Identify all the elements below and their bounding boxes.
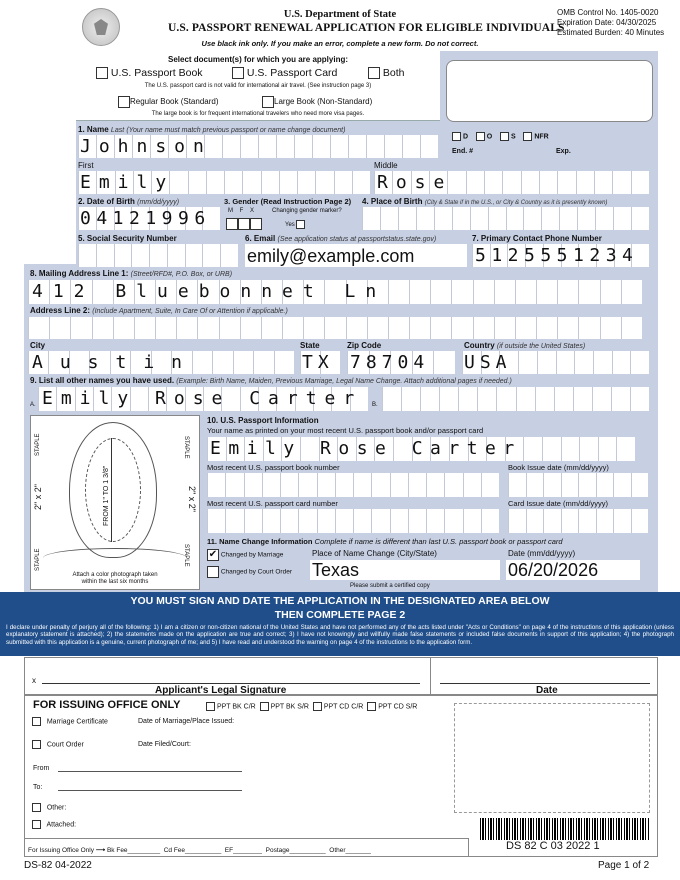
phone-label: 7. Primary Contact Phone Number <box>472 234 602 243</box>
ppt-cd-sr-checkbox[interactable] <box>367 702 376 711</box>
signature-divider <box>430 657 431 695</box>
dob-label: 2. Date of Birth (mm/dd/yyyy) <box>78 197 180 206</box>
last-name-value: Johnson <box>80 136 212 157</box>
omb-info <box>557 8 664 38</box>
attached-row[interactable]: Attached: <box>32 820 76 829</box>
changed-by-marriage[interactable]: ✔ Changed by Marriage <box>208 549 284 560</box>
gender-options: M F X <box>228 208 255 214</box>
regular-checkbox[interactable] <box>118 96 130 108</box>
mailing-label: 8. Mailing Address Line 1: (Street/RFD#, P.O. Box, or URB) <box>30 269 233 278</box>
estimated-burden: Estimated Burden: 40 Minutes <box>557 28 665 37</box>
issuing-office-title: FOR ISSUING OFFICE ONLY <box>33 699 181 711</box>
office-codes <box>452 132 549 141</box>
office-stamp-area <box>454 703 650 813</box>
office-stamp-box <box>446 60 653 122</box>
s-checkbox[interactable] <box>500 132 509 141</box>
dob-value: 04121996 <box>80 208 211 229</box>
place-change-value: Texas <box>312 560 360 580</box>
book-label: U.S. Passport Book <box>110 67 203 79</box>
state-label: State <box>300 341 320 350</box>
other-name-a-marker: A. <box>30 402 36 408</box>
city-label: City <box>30 341 46 350</box>
to-label: To: <box>33 784 43 791</box>
email-label: 6. Email (See application status at passportstatus.state.gov) <box>245 234 437 243</box>
photo-caption-1: Attach a color photograph taken <box>72 572 158 578</box>
staple-bottom-left: STAPLE <box>35 548 41 571</box>
country-label: Country (if outside the United States) <box>464 341 586 350</box>
signature-date-label: Date <box>536 685 558 696</box>
from-label: From <box>33 765 50 772</box>
selection-heading: Select document(s) for which you are applying: <box>167 55 349 64</box>
book-number-field[interactable] <box>207 473 499 497</box>
signature-x: x <box>32 676 36 685</box>
gender-change-label: Changing gender marker? <box>272 208 342 214</box>
card-number-label: Most recent U.S. passport card number <box>207 499 338 508</box>
code-nfr: NFR <box>534 133 549 141</box>
signature-area[interactable] <box>24 657 658 695</box>
gender-label: 3. Gender (Read Instruction Page 2) <box>224 197 352 206</box>
passport-info-label: 10. U.S. Passport Information <box>207 416 319 425</box>
book-checkbox[interactable] <box>96 67 108 79</box>
passport-info-hint: Your name as printed on your most recent U.S. passport book and/or passport card <box>207 426 484 435</box>
department-name: U.S. Department of State <box>283 9 397 20</box>
card-checkbox[interactable] <box>232 67 244 79</box>
declaration-text: I declare under penalty of perjury all of the following: 1) I am a citizen or non-citizen national of the United States and have not performed any of the acts listed under "Acts or Conditions" on page 4 of the instructions of this application (unless explanatory statement is attached); 2) the statements made on the application are true and correct; 3) I have not knowingly and willfully made false statements or included false documents in support of this application; 4) the photograph submitted with this application is a genuine, current photograph of me; and 5) I have read and understood the warning on page 4 of the instructions to the application form. <box>6 624 674 646</box>
passport-name-value: Emily Rose Carter <box>210 438 522 459</box>
option-card[interactable] <box>232 67 337 79</box>
from-line[interactable] <box>58 771 242 772</box>
book-number-label: Most recent U.S. passport book number <box>207 463 340 472</box>
photo-size-right: 2" x 2" <box>187 486 197 512</box>
code-d: D <box>462 133 469 141</box>
other-name-b-marker: B. <box>372 402 378 408</box>
both-label: Both <box>382 67 405 79</box>
ppt-bk-sr-checkbox[interactable] <box>260 702 269 711</box>
code-s: S <box>510 133 516 141</box>
ssn-field[interactable] <box>78 244 238 267</box>
name-change-label: 11. Name Change Information Complete if name is different than last U.S. passport book or passport card <box>207 537 563 546</box>
page-number: Page 1 of 2 <box>598 860 650 871</box>
card-label: U.S. Passport Card <box>246 67 338 79</box>
card-date-label: Card Issue date (mm/dd/yyyy) <box>508 499 609 508</box>
exp-label: Exp. <box>556 148 571 155</box>
staple-top-right: STAPLE <box>183 436 189 459</box>
card-date-field[interactable] <box>508 509 648 533</box>
change-date-label: Date (mm/dd/yyyy) <box>508 549 576 558</box>
ink-instruction: Use black ink only. If you make an error, complete a new form. Do not correct. <box>201 39 479 48</box>
regular-label: Regular Book (Standard) <box>130 97 219 107</box>
phone-value: 5125551234 <box>475 245 639 266</box>
to-line[interactable] <box>58 790 242 791</box>
other-names-label: 9. List all other names you have used. (Example: Birth Name, Maiden, Previous Marriage, Legal Name Change. Attach additional pages if needed.) <box>30 376 512 385</box>
book-date-field[interactable] <box>508 473 648 497</box>
form-number: DS-82 04-2022 <box>24 860 92 871</box>
photo-size-left: 2" x 2" <box>33 484 43 510</box>
staple-bottom-right: STAPLE <box>183 544 189 567</box>
marriage-cert-row[interactable]: Marriage Certificate <box>32 717 108 726</box>
shoulder-outline <box>43 548 187 568</box>
face-outline <box>85 438 141 542</box>
photo-caption-2: within the last six months <box>81 579 149 585</box>
gender-f-box[interactable] <box>238 218 250 230</box>
barcode <box>480 818 650 840</box>
option-both[interactable] <box>368 67 405 79</box>
pob-label: 4. Place of Birth (City & State if in the U.S., or City & Country as it is presently known) <box>362 197 608 206</box>
marriage-check-icon[interactable]: ✔ <box>208 549 218 560</box>
signature-banner <box>0 592 680 656</box>
date-line <box>440 683 650 684</box>
large-label: Large Book (Non-Standard) <box>274 97 373 107</box>
form-title: U.S. PASSPORT RENEWAL APPLICATION FOR ELIGIBLE INDIVIDUALS <box>168 22 565 34</box>
d-checkbox[interactable] <box>452 132 461 141</box>
code-o: O <box>486 133 493 141</box>
other-name-a-value: Emily Rose Carter <box>42 388 363 409</box>
changed-by-court[interactable]: Changed by Court Order <box>207 566 292 578</box>
card-number-field[interactable] <box>207 509 499 533</box>
banner-line-2: THEN COMPLETE PAGE 2 <box>274 609 406 621</box>
both-checkbox[interactable] <box>368 67 380 79</box>
other-name-b-field[interactable] <box>382 387 649 411</box>
other-row[interactable]: Other: <box>32 803 66 812</box>
banner-line-1: YOU MUST SIGN AND DATE THE APPLICATION IN THE DESIGNATED AREA BELOW <box>130 595 550 607</box>
ppt-bk-cr-checkbox[interactable] <box>206 702 215 711</box>
address-line2-field[interactable] <box>28 317 642 339</box>
large-checkbox[interactable] <box>262 96 274 108</box>
card-note: The U.S. passport card is not valid for international air travel. (See instruction page 3) <box>144 83 372 89</box>
expiration-date: Expiration Date: 04/30/2025 <box>557 18 657 27</box>
address-line1-value: 412 Bluebonnet Ln <box>32 281 387 302</box>
court-order-row[interactable]: Court Order <box>32 740 84 749</box>
gender-m-box[interactable] <box>226 218 238 230</box>
zip-label: Zip Code <box>347 341 382 350</box>
option-book[interactable] <box>96 67 203 79</box>
zip-value: 78704 <box>350 352 430 373</box>
ppt-cd-cr-checkbox[interactable] <box>313 702 322 711</box>
pob-field[interactable] <box>362 207 649 230</box>
email-value: emily@example.com <box>247 246 415 266</box>
omb-number: OMB Control No. 1405-0020 <box>557 8 659 17</box>
large-note: The large book is for frequent international travelers who need more visa pages. <box>151 111 365 117</box>
change-date-value: 06/20/2026 <box>508 560 599 580</box>
gender-change-yes[interactable]: Yes <box>285 220 305 229</box>
head-size-label: FROM 1" TO 1 3/8" <box>103 465 110 526</box>
option-large[interactable] <box>262 96 372 108</box>
signature-label: Applicant's Legal Signature <box>155 685 287 696</box>
o-checkbox[interactable] <box>476 132 485 141</box>
place-change-label: Place of Name Change (City/State) <box>312 549 437 558</box>
city-value: Austin <box>32 352 200 373</box>
court-checkbox[interactable] <box>207 566 219 578</box>
gender-boxes[interactable] <box>226 215 262 233</box>
issuing-codes: PPT BK C/R PPT BK S/R PPT CD C/R PPT CD S/R <box>206 702 417 711</box>
book-date-label: Book Issue date (mm/dd/yyyy) <box>508 463 609 472</box>
name-section-label: 1. Name Last (Your name must match previous passport or name change document) <box>78 125 346 134</box>
certified-copy-note: Please submit a certified copy <box>350 583 430 589</box>
ssn-label: 5. Social Security Number <box>78 234 177 243</box>
state-value: TX <box>302 352 334 373</box>
option-regular[interactable] <box>118 96 219 108</box>
first-name-label: First <box>78 161 94 170</box>
fee-labels: For Issuing Office Only ⟶ Bk Fee_________ Cd Fee__________ EF________ Postage__________ Other_______ <box>28 847 371 854</box>
court-date-label: Date Filed/Court: <box>138 741 191 748</box>
document-selection <box>76 51 440 121</box>
head-arrow-icon <box>111 438 112 542</box>
end-number: End. # <box>452 148 474 155</box>
nfr-checkbox[interactable] <box>523 132 532 141</box>
middle-name-label: Middle <box>374 161 398 170</box>
first-name-value: Emily <box>80 172 175 193</box>
barcode-text: DS 82 C 03 2022 1 <box>506 840 600 852</box>
staple-top-left: STAPLE <box>35 433 41 456</box>
address-line2-label: Address Line 2: (Include Apartment, Suite, In Care Of or Attention if applicable.) <box>30 306 288 315</box>
photo-area <box>30 415 200 590</box>
country-value: USA <box>464 352 512 373</box>
signature-line <box>42 683 420 684</box>
gender-x-box[interactable] <box>250 218 262 230</box>
marriage-date-label: Date of Marriage/Place Issued: <box>138 718 235 725</box>
middle-name-value: Rose <box>377 172 453 193</box>
